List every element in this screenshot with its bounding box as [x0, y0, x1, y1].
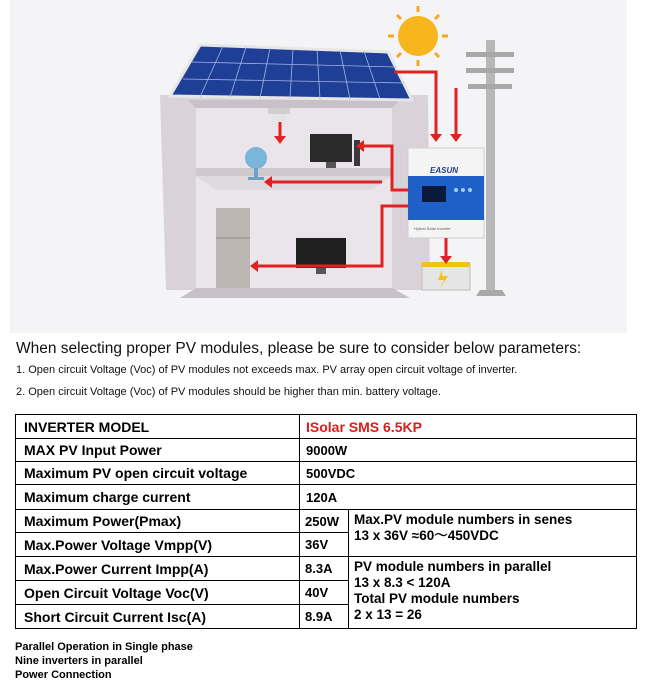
- row-value: 120A: [300, 485, 637, 510]
- row-value: 8.3A: [300, 557, 349, 581]
- series-info-cell: [349, 510, 637, 557]
- total-formula: 2 x 13 = 26: [354, 607, 422, 622]
- parallel-title: PV module numbers in parallel: [354, 559, 552, 574]
- footer-line-3: Power Connection: [15, 669, 112, 681]
- battery-icon: [422, 262, 470, 290]
- sun-icon: [388, 6, 448, 66]
- inverter-model-value: ISolar SMS 6.5KP: [300, 415, 637, 439]
- table-row: [16, 557, 637, 581]
- parallel-formula: 13 x 8.3 < 120A: [354, 575, 451, 590]
- row-label: Maximum Power(Pmax): [16, 510, 300, 533]
- row-label: Maximum charge current: [16, 485, 300, 510]
- row-value: 8.9A: [300, 605, 349, 629]
- house-icon: [160, 95, 430, 298]
- row-value: 250W: [300, 510, 349, 533]
- row-label: MAX PV Input Power: [16, 439, 300, 462]
- total-title: Total PV module numbers: [354, 591, 520, 606]
- table-row: [16, 439, 637, 462]
- table-row: [16, 415, 637, 439]
- row-value: 500VDC: [300, 462, 637, 485]
- inverter-caption-label: Hybrid Solar Inverter: [414, 226, 451, 231]
- footer-line-1: Parallel Operation in Single phase: [15, 641, 193, 653]
- note-1: 1. Open circuit Voltage (Voc) of PV modules not exceeds max. PV array open circuit voltage of inverter.: [16, 364, 518, 376]
- row-label: Maximum PV open circuit voltage: [16, 462, 300, 485]
- row-label: Short Circuit Current Isc(A): [16, 605, 300, 629]
- row-label: Max.Power Current Impp(A): [16, 557, 300, 581]
- footer-line-2: Nine inverters in parallel: [15, 655, 143, 667]
- row-value: 9000W: [300, 439, 637, 462]
- row-value: 36V: [300, 533, 349, 557]
- series-title: Max.PV module numbers in senes: [354, 512, 573, 527]
- row-value: 40V: [300, 581, 349, 605]
- table-row: [16, 462, 637, 485]
- parallel-info-cell: [349, 557, 637, 629]
- refrigerator-icon: [216, 208, 250, 288]
- system-diagram-illustration: [10, 0, 627, 333]
- note-2: 2. Open circuit Voltage (Voc) of PV modules should be higher than min. battery voltage.: [16, 386, 441, 398]
- inverter-icon: [408, 148, 484, 238]
- table-row: [16, 485, 637, 510]
- table-row: [16, 510, 637, 533]
- page-heading: When selecting proper PV modules, please be sure to consider below parameters:: [16, 340, 582, 357]
- row-label: Max.Power Voltage Vmpp(V): [16, 533, 300, 557]
- solar-panel-icon: [170, 45, 412, 100]
- row-label: Open Circuit Voltage Voc(V): [16, 581, 300, 605]
- inverter-brand-label: EASUN: [430, 166, 459, 175]
- spec-table: [15, 414, 637, 629]
- series-formula: 13 x 36V ≈60～450VDC: [354, 528, 499, 543]
- row-label: INVERTER MODEL: [16, 415, 300, 439]
